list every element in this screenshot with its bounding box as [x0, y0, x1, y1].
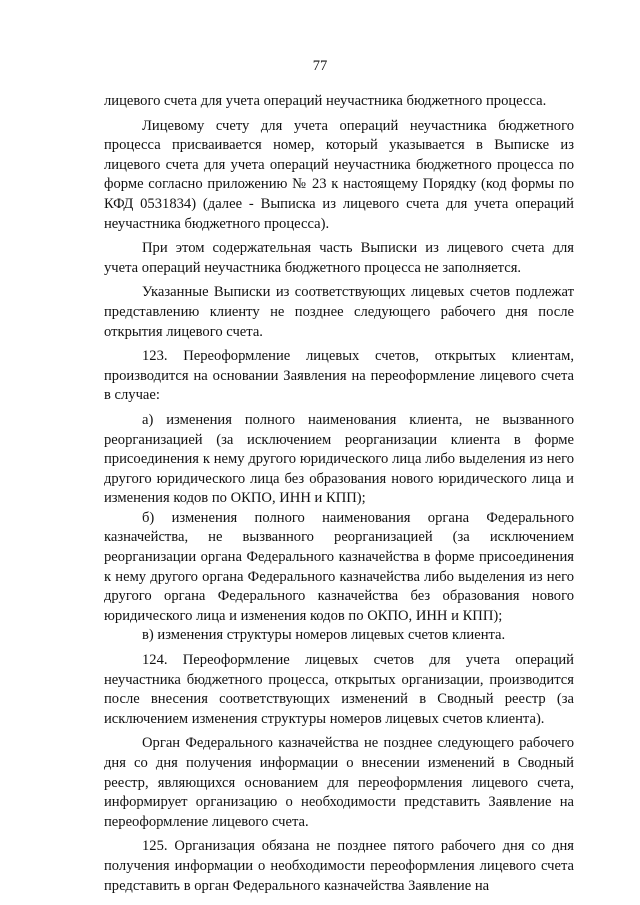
paragraph: 125. Организация обязана не позднее пятого рабочего дня со дня получения информации о необходимости переоформления лицевого счета представить в орган Федерального казначейства Заявление на	[104, 838, 574, 894]
paragraph: Лицевому счету для учета операций неучастника бюджетного процесса присваивается номер, который указывается в Выписке из лицевого счета для учета операций неучастника бюджетного процесса по форме согласно приложению № 23 к настоящему Порядку (код формы по КФД 0531834) (далее - Выписка из лицевого счета для учета операций неучастника бюджетного процесса).	[104, 117, 574, 232]
paragraph: 123. Переоформление лицевых счетов, открытых клиентам, производится на основании Заявления на переоформление лицевого счета в случае:	[104, 348, 574, 404]
paragraph: Орган Федерального казначейства не позднее следующего рабочего дня со дня получения информации о внесении изменений в Сводный реестр, являющихся основанием для переоформления лицевого счета, информирует организацию о необходимости представить Заявление на переоформление лицевого счета.	[104, 735, 574, 830]
document-body	[104, 92, 574, 901]
list-item: а) изменения полного наименования клиента, не вызванного реорганизацией (за исключением реорганизации клиента в форме присоединения к нему другого юридического лица либо выделения из него другого юридического лица без образования нового юридического лица и изменения кодов по ОКПО, ИНН и КПП);	[104, 411, 574, 507]
paragraph: 124. Переоформление лицевых счетов для учета операций неучастника бюджетного процесса, открытых организации, производится после внесения соответствующих изменений в Сводный реестр (за исключением изменения структуры номеров лицевых счетов клиента).	[104, 652, 574, 727]
list-item: б) изменения полного наименования органа Федерального казначейства, не вызванного реорганизацией (за исключением реорганизации органа Федерального казначейства в форме присоединения к нему другого органа Федерального казначейства либо выделения из него другого органа Федерального казначейства без образования нового юридического лица и изменения кодов по ОКПО, ИНН и КПП);	[104, 509, 574, 624]
paragraph: Указанные Выписки из соответствующих лицевых счетов подлежат представлению клиенту не позднее следующего рабочего дня после открытия лицевого счета.	[104, 284, 574, 340]
paragraph: лицевого счета для учета операций неучастника бюджетного процесса.	[104, 93, 547, 109]
list-item: в) изменения структуры номеров лицевых счетов клиента.	[142, 627, 506, 644]
paragraph: При этом содержательная часть Выписки из лицевого счета для учета операций неучастника бюджетного процесса не заполняется.	[104, 240, 574, 276]
page-number: 77	[312, 58, 328, 74]
